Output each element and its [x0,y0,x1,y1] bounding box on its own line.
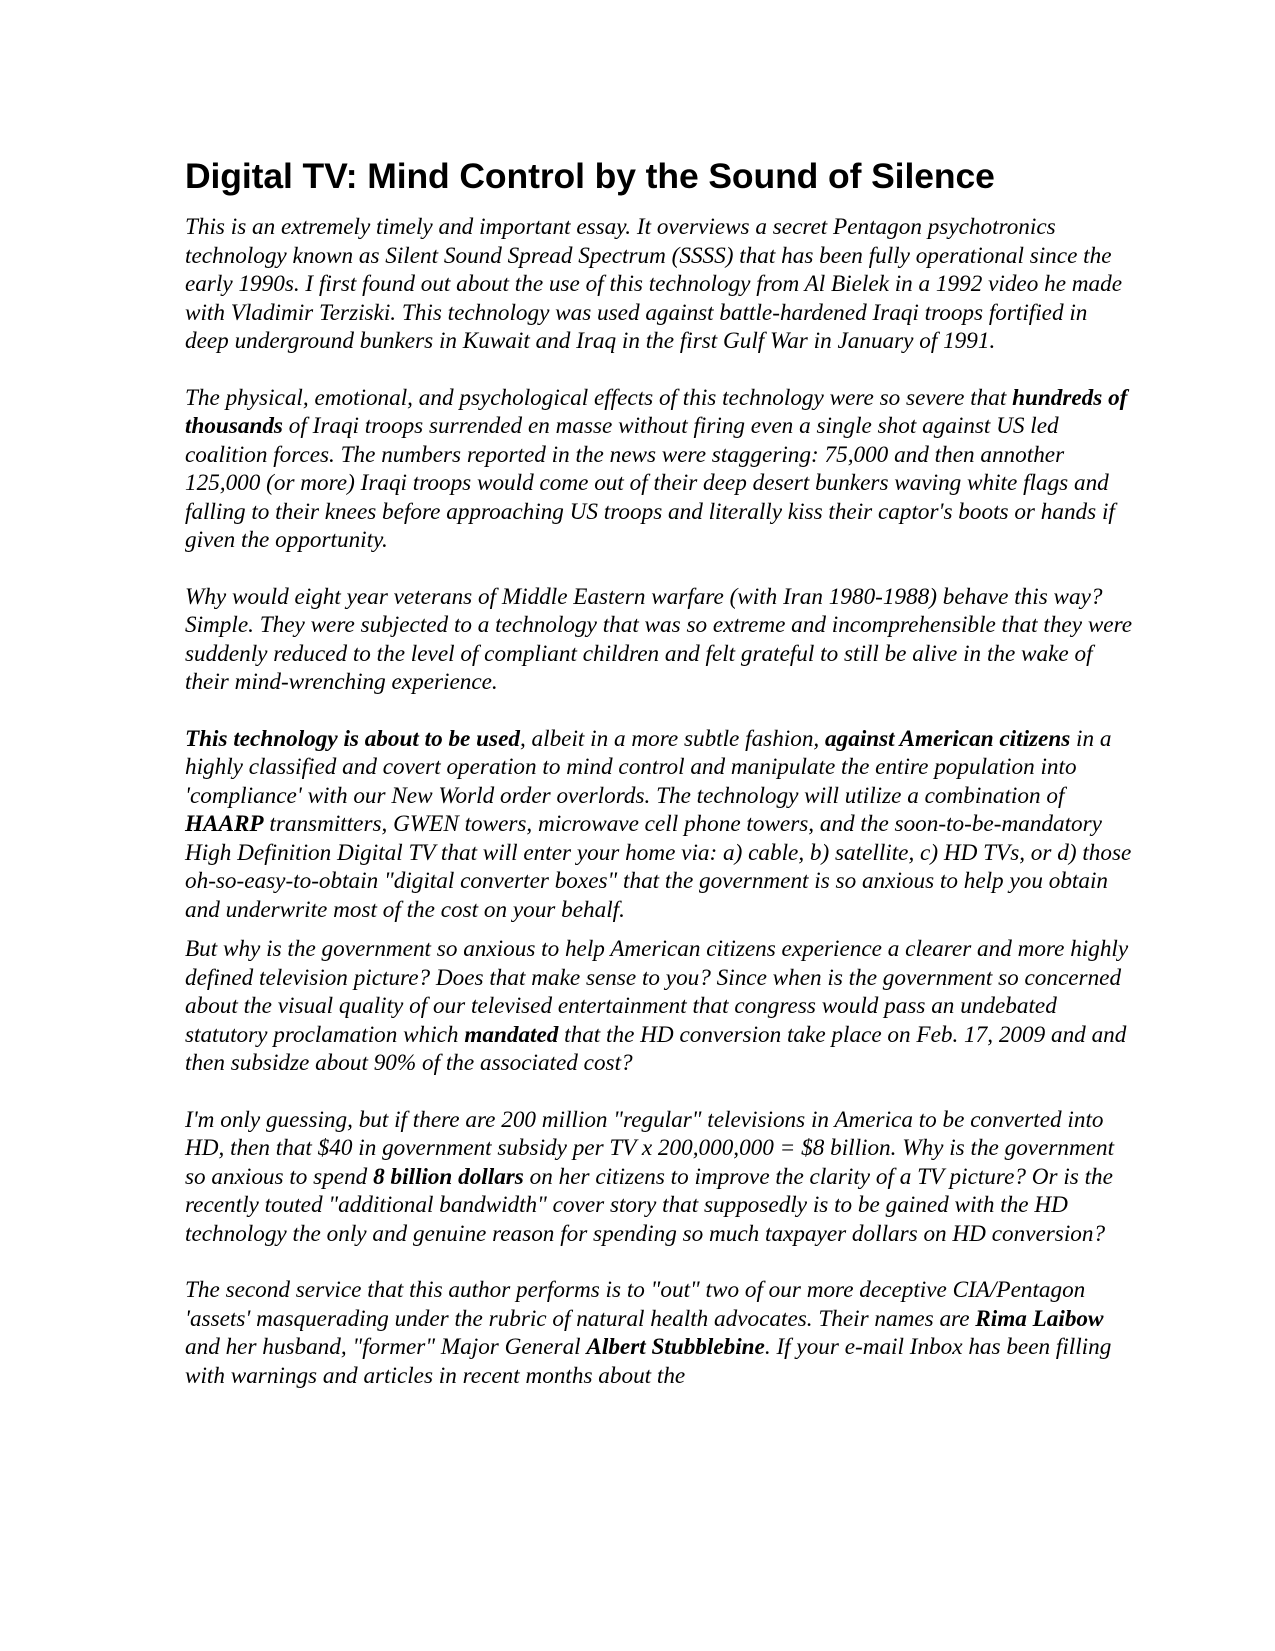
emphasis-text: hundreds of thousands [185,384,1128,439]
paragraph-text: , albeit in a more subtle fashion, [519,725,826,752]
paragraph-text: in a highly classified and covert operation to mind control and manipulate the entire population into 'compliance' with our New World order overlords. The technology will utilize a combination of [185,725,1112,809]
emphasis-text: Rima Laibow [975,1305,1104,1332]
paragraph-assets [185,1276,1135,1390]
emphasis-text: mandated [464,1021,559,1048]
paragraph-text: and her husband, "former" Major General [185,1334,587,1360]
paragraph-veterans [185,583,1135,697]
emphasis-text: HAARP [185,811,264,837]
paragraph-text: of Iraqi troops surrended en masse without firing even a single shot against US led coalition forces. The numbers reported in the news were staggering: 75,000 and then annother 125,000 (or more) Iraqi troops would come out of their deep desert bunkers waving white flags and falling to their knees before approaching US troops and literally kiss their captor's boots or hands if given the opportunity. [185,413,1115,553]
paragraph-text: transmitters, GWEN towers, microwave cell phone towers, and the soon-to-be-mandatory High Definition Digital TV that will enter your home via: a) cable, b) satellite, c) HD TVs, or d) those oh-so-easy-to-obtain "digital converter boxes" that the government is so anxious to help you obtain and underwrite most of the cost on your behalf. [185,811,1132,923]
emphasis-text: Albert Stubblebine [586,1334,765,1360]
paragraph-text: The physical, emotional, and psychological effects of this technology were so severe that [185,384,1013,411]
paragraph-text: that the HD conversion take place on Feb. 17, 2009 and and then subsidze about 90% of the associated cost? [185,1021,1127,1076]
emphasis-text: 8 billion dollars [373,1163,524,1190]
paragraph-text: I'm only guessing, but if there are 200 million "regular" televisions in America to be converted into HD, then that $40 in government subsidy per TV x 200,000,000 = $8 billion. Why is the government so anxious to spend [185,1106,1115,1190]
paragraph-text: This is an extremely timely and important essay. It overviews a secret Pentagon psychotronics technology known as Silent Sound Spread Spectrum (SSSS) that has been fully operational since the early 1990s. I first found out about the use of this technology from Al Bielek in a 1992 video he made with Vladimir Terziski. This technology was used against battle-hardened Iraqi troops fortified in deep underground bunkers in Kuwait and Iraq in the first Gulf War in January of 1991. [185,214,1123,354]
emphasis-text: This technology is about to be used [185,725,520,752]
paragraph-intro [185,213,1135,356]
paragraph-cost [185,1106,1135,1249]
paragraph-text: Why would eight year veterans of Middle Eastern warfare (with Iran 1980-1988) behave this way? Simple. They were subjected to a technology that was so extreme and incomprehensible that they were suddenly reduced to the level of compliant children and felt grateful to still be alive in the wake of their mind-wrenching experience. [185,583,1133,695]
document-body [185,155,1135,1390]
paragraph-text: on her citizens to improve the clarity of a TV picture? Or is the recently touted "additional bandwidth" cover story that supposedly is to be gained with the HD technology the only and genuine reason for spending so much taxpayer dollars on HD conversion? [185,1163,1113,1247]
paragraph-text: . If your e-mail Inbox has been filling with warnings and articles in recent months about the [185,1334,1112,1389]
paragraph-government [185,935,1135,1078]
document-title: Digital TV: Mind Control by the Sound of Silence [185,156,995,196]
paragraph-text: But why is the government so anxious to help American citizens experience a clearer and more highly defined television picture? Does that make sense to you? Since when is the government so concerned about the visual quality of our televised entertainment that congress would pass an undebated statutory proclamation which [185,936,1129,1048]
paragraph-text: The second service that this author performs is to "out" two of our more deceptive CIA/Pentagon 'assets' masquerading under the rubric of natural health advocates. Their names are [185,1277,1086,1332]
paragraph-technology [185,725,1135,925]
paragraph-effects [185,384,1135,555]
emphasis-text: against American citizens [825,725,1071,752]
